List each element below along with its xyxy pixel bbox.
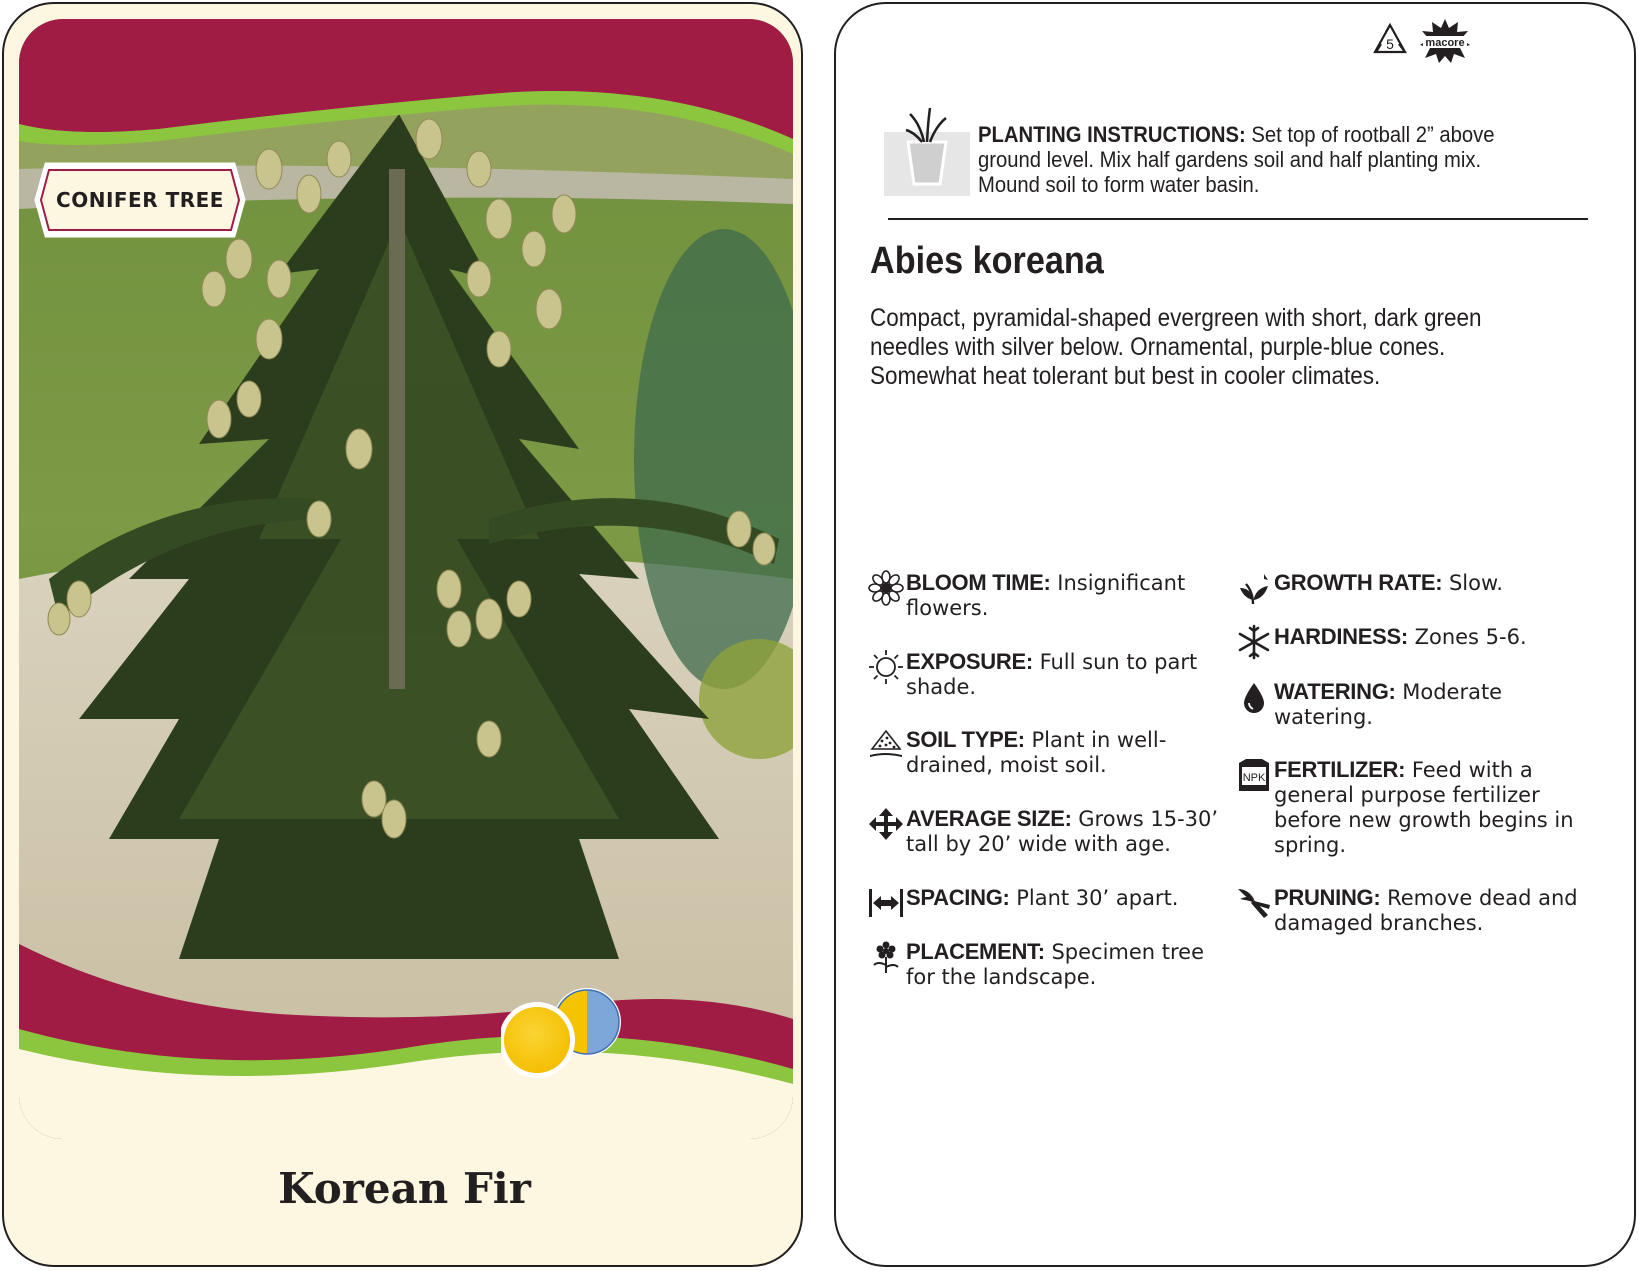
attribute-label: PLACEMENT: <box>906 939 1045 964</box>
plant-description: Compact, pyramidal-shaped evergreen with short, dark green needles with silver below. Ornamental, purple-blue cones. Somewhat heat tolerant but best in cooler climates. <box>870 304 1482 390</box>
snowflake-icon <box>1236 624 1272 660</box>
attribute-value: Full sun to part shade. <box>906 650 1198 699</box>
macore-brand-text: macore <box>1425 37 1465 49</box>
attribute-label: SOIL TYPE: <box>906 727 1025 752</box>
front-card <box>2 2 803 1267</box>
planting-instructions-label: PLANTING INSTRUCTIONS: <box>978 122 1246 147</box>
placement-plant-icon <box>868 939 904 975</box>
attribute-label: FERTILIZER: <box>1274 757 1406 782</box>
category-badge <box>34 162 246 238</box>
recycle-number: 5 <box>1386 36 1394 52</box>
exposure-icons <box>501 986 631 1082</box>
attribute-value: Plant 30’ apart. <box>1009 886 1179 910</box>
recycle-icon <box>1372 22 1408 62</box>
attribute-label: GROWTH RATE: <box>1274 570 1443 595</box>
attribute-value: Slow. <box>1442 571 1503 595</box>
back-card <box>834 2 1636 1267</box>
attribute-label: SPACING: <box>906 885 1010 910</box>
full-sun-icon <box>501 1002 575 1078</box>
planting-instructions <box>978 122 1518 197</box>
npk-label: NPK <box>1242 772 1266 784</box>
attribute-label: AVERAGE SIZE: <box>906 806 1072 831</box>
attribute-label: BLOOM TIME: <box>906 570 1051 595</box>
common-name: Korean Fir <box>278 1164 531 1213</box>
macore-logo <box>1418 18 1472 64</box>
attribute-value: Moderate watering. <box>1274 680 1503 729</box>
attribute-label: EXPOSURE: <box>906 649 1033 674</box>
water-drop-icon <box>1236 679 1272 715</box>
spacing-arrows-icon <box>868 885 904 921</box>
attribute-label: HARDINESS: <box>1274 624 1408 649</box>
exposure-symbols <box>501 986 631 1082</box>
attribute-value: Remove dead and damaged branches. <box>1274 886 1578 935</box>
soil-icon <box>868 727 904 763</box>
botanical-name: Abies koreana <box>870 240 1104 282</box>
planting-instructions-text: Set top of rootball 2” above ground level. Mix half gardens soil and half planting mix. Mound soil to form water basin. <box>978 122 1495 197</box>
attribute-value: Specimen tree for the landscape. <box>906 940 1205 989</box>
size-arrows-icon <box>868 806 904 842</box>
attribute-value: Grows 15-30’ tall by 20’ wide with age. <box>906 807 1219 856</box>
attribute-value: Plant in well-drained, moist soil. <box>906 728 1167 777</box>
attribute-value: Insignificant flowers. <box>906 571 1186 620</box>
growth-sprout-icon <box>1236 570 1272 606</box>
flower-icon <box>868 570 904 606</box>
potted-plant-icon <box>884 104 970 196</box>
category-badge-label: CONIFER TREE <box>56 188 224 212</box>
pruners-icon <box>1236 885 1272 921</box>
npk-fertilizer-icon <box>1236 757 1272 793</box>
attribute-value: Feed with a general purpose fertilizer before new growth begins in spring. <box>1274 758 1574 857</box>
attribute-label: WATERING: <box>1274 679 1396 704</box>
attribute-value: Zones 5-6. <box>1407 625 1527 649</box>
macore-star-icon <box>1418 18 1472 64</box>
attribute-label: PRUNING: <box>1274 885 1381 910</box>
sun-outline-icon <box>868 649 904 685</box>
divider-line <box>888 218 1588 220</box>
